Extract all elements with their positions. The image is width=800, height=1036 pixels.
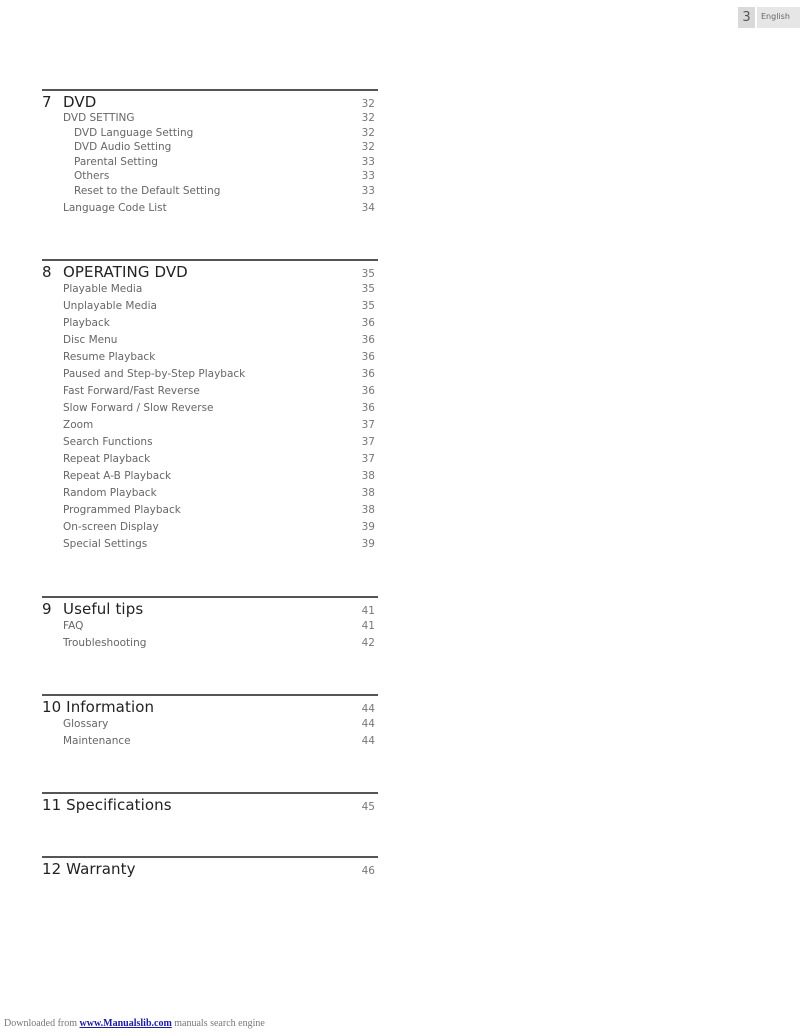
section-divider	[42, 259, 378, 261]
section-divider	[42, 89, 378, 91]
section-title: DVD	[63, 93, 97, 111]
toc-entry[interactable]: Playback 36	[63, 317, 375, 329]
section-heading[interactable]	[42, 698, 378, 716]
section-title: Warranty	[66, 860, 136, 878]
toc-entry[interactable]: Repeat Playback 37	[63, 453, 375, 465]
toc-entry[interactable]: DVD SETTING 32	[63, 112, 375, 124]
toc-entry[interactable]: Fast Forward/Fast Reverse 36	[63, 385, 375, 397]
page-number-badge: 3	[738, 7, 755, 28]
toc-entry[interactable]: On-screen Display 39	[63, 521, 375, 533]
toc-entry[interactable]: DVD Language Setting 32	[74, 126, 375, 139]
section-page-number: 46	[361, 865, 375, 877]
manualslib-link[interactable]: www.Manualslib.com	[79, 1018, 172, 1029]
section-title: Information	[66, 698, 155, 716]
toc-entry[interactable]: Zoom 37	[63, 419, 375, 431]
footer-suffix: manuals search engine	[171, 1018, 265, 1029]
toc-entry[interactable]: Search Functions 37	[63, 436, 375, 448]
section-number: 12	[42, 860, 62, 878]
section-title: OPERATING DVD	[63, 263, 188, 281]
section-heading[interactable]	[42, 860, 378, 878]
toc-entry[interactable]: Maintenance 44	[63, 735, 375, 747]
section-page-number: 32	[361, 98, 375, 110]
section-divider	[42, 856, 378, 858]
toc-section-8	[42, 259, 378, 555]
section-title: Useful tips	[63, 600, 144, 618]
language-badge: English	[757, 7, 800, 28]
toc-entry[interactable]: Playable Media 35	[63, 283, 375, 295]
toc-entry[interactable]: Repeat A-B Playback 38	[63, 470, 375, 482]
footer-prefix: Downloaded from	[4, 1018, 80, 1029]
section-page-number: 41	[361, 605, 375, 617]
section-number: 9	[42, 600, 52, 618]
section-number: 10	[42, 698, 62, 716]
section-heading[interactable]	[42, 600, 378, 618]
section-page-number: 35	[361, 268, 375, 280]
toc-entry[interactable]: Special Settings 39	[63, 538, 375, 550]
toc-entry[interactable]: Others 33	[74, 170, 375, 182]
toc-section-7	[42, 89, 378, 219]
section-divider	[42, 792, 378, 794]
toc-section-10	[42, 694, 378, 752]
page-header-badges	[738, 7, 800, 28]
toc-entry[interactable]: Resume Playback 36	[63, 351, 375, 363]
section-number: 11	[42, 796, 62, 814]
toc-entry[interactable]: Troubleshooting 42	[63, 637, 375, 649]
toc-entry[interactable]: Disc Menu 36	[63, 334, 375, 346]
toc-entry[interactable]: Language Code List 34	[63, 201, 375, 214]
toc-section-12	[42, 856, 378, 878]
toc-entry[interactable]: Paused and Step-by-Step Playback 36	[63, 368, 375, 380]
section-number: 8	[42, 263, 52, 281]
section-number: 7	[42, 93, 52, 111]
section-heading[interactable]	[42, 93, 378, 111]
section-page-number: 44	[361, 703, 375, 715]
toc-entry[interactable]: Reset to the Default Setting 33	[74, 184, 375, 197]
toc-entry[interactable]: Random Playback 38	[63, 487, 375, 499]
toc-entry[interactable]: Slow Forward / Slow Reverse 36	[63, 402, 375, 414]
toc-entry[interactable]: Glossary 44	[63, 718, 375, 730]
section-page-number: 45	[361, 801, 375, 813]
toc-entry[interactable]: Parental Setting 33	[74, 155, 375, 168]
toc-section-11	[42, 792, 378, 814]
section-divider	[42, 596, 378, 598]
download-footer	[4, 1018, 265, 1029]
toc-entry[interactable]: DVD Audio Setting 32	[74, 141, 375, 153]
section-heading[interactable]	[42, 263, 378, 281]
toc-entry[interactable]: FAQ 41	[63, 620, 375, 632]
section-title: Specifications	[66, 796, 172, 814]
toc-entry[interactable]: Unplayable Media 35	[63, 300, 375, 312]
toc-entry[interactable]: Programmed Playback 38	[63, 504, 375, 516]
toc-section-9	[42, 596, 378, 654]
section-heading[interactable]	[42, 796, 378, 814]
section-divider	[42, 694, 378, 696]
